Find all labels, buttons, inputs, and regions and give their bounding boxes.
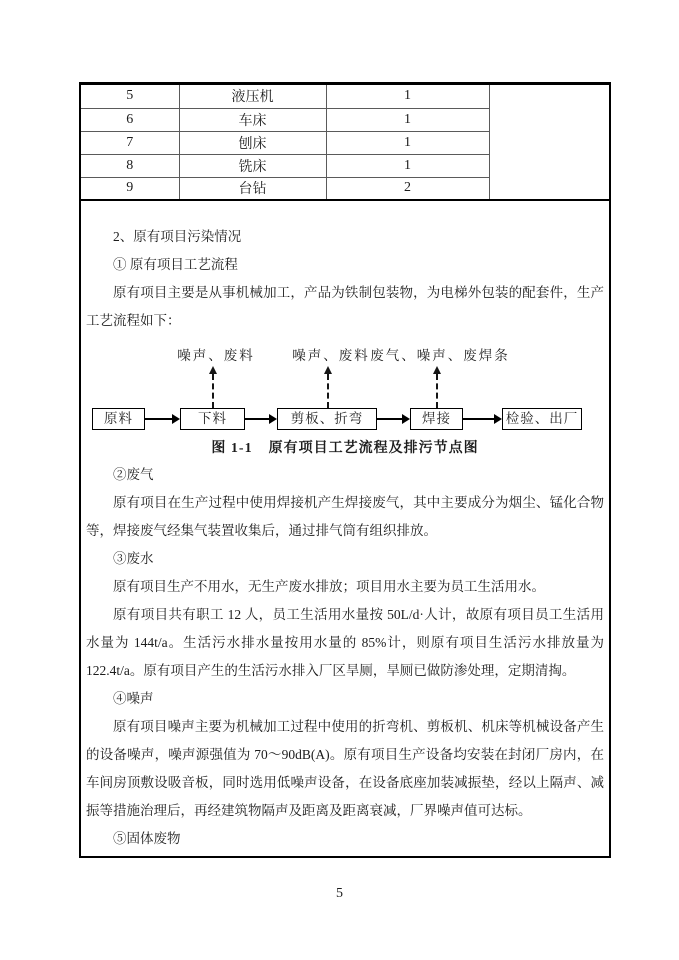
flow-arrow-icon bbox=[245, 418, 269, 420]
page-number: 5 bbox=[336, 886, 343, 901]
table-cell-name: 台钻 bbox=[179, 177, 326, 200]
table-cell-no: 8 bbox=[81, 154, 179, 177]
paragraph-noise: 原有项目噪声主要为机械加工过程中使用的折弯机、剪板机、机床等机械设备产生的设备噪声，噪声源强值为 70～90dB(A)。原有项目生产设备均安装在封闭厂房内，在车间房顶敷设吸音板，同时选用低噪声设备，在设备底座加装减振垫，经以上隔声、减振等措施治理后，再经建筑物隔声及距离及距离衰减，厂界噪声值可达标。 bbox=[86, 719, 604, 818]
arrowhead-up-icon bbox=[324, 366, 332, 374]
paragraph-process-intro: 原有项目主要是从事机械加工，产品为铁制包装物，为电梯外包装的配套件，生产工艺流程如下： bbox=[86, 285, 604, 328]
emission-label-noise-scrap-2: 噪声、废料 bbox=[292, 348, 370, 363]
flow-box-welding: 焊接 bbox=[410, 408, 463, 430]
section-waste-water-title: ③废水 bbox=[113, 551, 154, 566]
paragraph-waste-water-2: 原有项目共有职工 12 人，员工生活用水量按 50L/d·人计，故原有项目员工生活用水量为 144t/a。生活污水排水量按用水量的 85%计，则原有项目生活污水排放量为 122.4t/a。原有项目产生的生活污水排入厂区旱厕，旱厕已做防渗处理，定期清掏。 bbox=[86, 607, 604, 678]
emission-dashed-arrow-icon bbox=[212, 374, 214, 408]
figure-caption-text: 原有项目工艺流程及排污节点图 bbox=[268, 441, 479, 456]
section-solid-waste-title: ⑤固体废物 bbox=[113, 831, 181, 846]
table-cell-empty bbox=[489, 85, 609, 200]
table-cell-qty: 2 bbox=[326, 177, 489, 200]
subsection-process-flow: ① 原有项目工艺流程 bbox=[113, 257, 238, 272]
emission-label-noise-scrap-1: 噪声、废料 bbox=[177, 348, 255, 363]
section-heading-pollution: 2、原有项目污染情况 bbox=[113, 229, 242, 244]
emission-dashed-arrow-icon bbox=[327, 374, 329, 408]
table-cell-name: 刨床 bbox=[179, 131, 326, 154]
figure-caption bbox=[86, 437, 604, 461]
equipment-table bbox=[81, 85, 609, 201]
flow-box-inspection-shipping: 检验、出厂 bbox=[502, 408, 582, 430]
table-row bbox=[81, 85, 609, 108]
paragraph-waste-gas: 原有项目在生产过程中使用焊接机产生焊接废气，其中主要成分为烟尘、锰化合物等，焊接废气经集气装置收集后，通过排气筒有组织排放。 bbox=[86, 495, 604, 538]
flow-arrow-icon bbox=[463, 418, 494, 420]
section-waste-gas-title: ②废气 bbox=[113, 467, 154, 482]
document-border-frame bbox=[79, 82, 611, 858]
flow-box-raw-material: 原料 bbox=[92, 408, 145, 430]
section-noise-title: ④噪声 bbox=[113, 691, 154, 706]
flow-arrow-icon bbox=[377, 418, 402, 420]
table-cell-qty: 1 bbox=[326, 85, 489, 108]
arrowhead-up-icon bbox=[433, 366, 441, 374]
flow-box-cutting: 下料 bbox=[180, 408, 245, 430]
flow-box-shearing-bending: 剪板、折弯 bbox=[277, 408, 377, 430]
document-content bbox=[81, 201, 609, 853]
table-cell-qty: 1 bbox=[326, 154, 489, 177]
table-cell-name: 车床 bbox=[179, 108, 326, 131]
table-cell-no: 9 bbox=[81, 177, 179, 200]
table-cell-qty: 1 bbox=[326, 131, 489, 154]
process-flow-diagram bbox=[86, 347, 604, 431]
table-cell-no: 6 bbox=[81, 108, 179, 131]
table-cell-qty: 1 bbox=[326, 108, 489, 131]
table-cell-name: 铣床 bbox=[179, 154, 326, 177]
emission-dashed-arrow-icon bbox=[436, 374, 438, 408]
arrowhead-up-icon bbox=[209, 366, 217, 374]
emission-label-gas-noise-rod: 废气、噪声、废焊条 bbox=[370, 348, 510, 363]
figure-caption-label: 图 1-1 bbox=[211, 441, 253, 456]
table-cell-no: 7 bbox=[81, 131, 179, 154]
table-cell-no: 5 bbox=[81, 85, 179, 108]
paragraph-waste-water-1: 原有项目生产不用水，无生产废水排放；项目用水主要为员工生活用水。 bbox=[113, 579, 545, 594]
table-cell-name: 液压机 bbox=[179, 85, 326, 108]
flow-arrow-icon bbox=[145, 418, 172, 420]
